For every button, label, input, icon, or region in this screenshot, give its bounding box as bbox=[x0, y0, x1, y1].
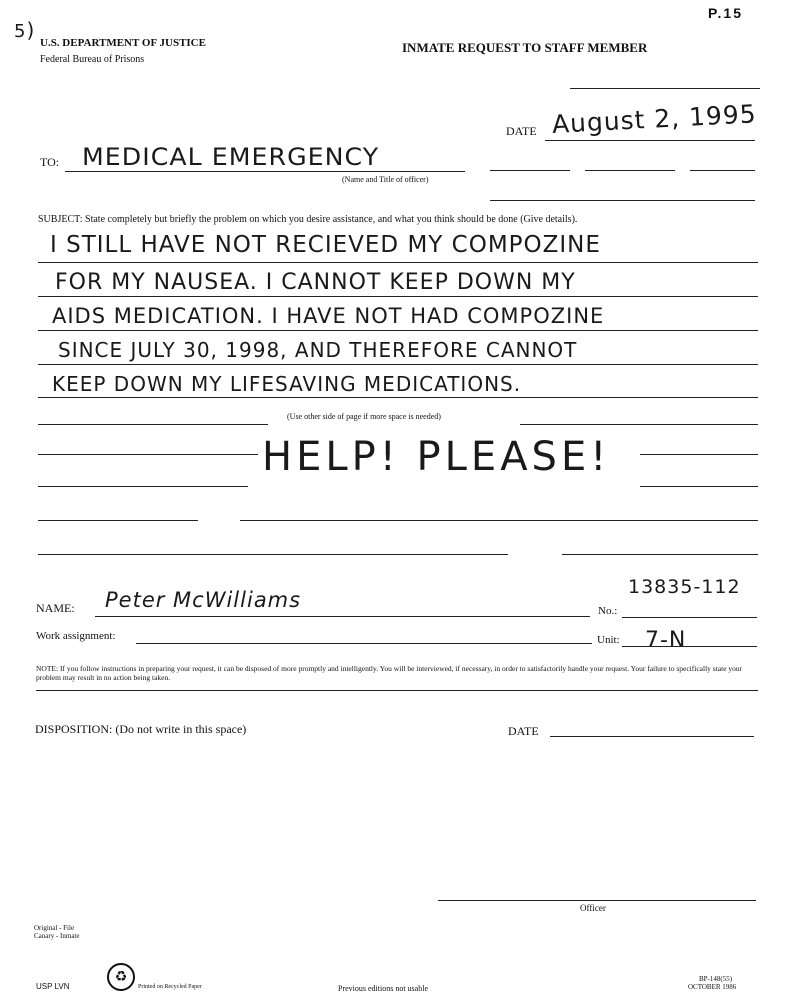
work-rule bbox=[136, 643, 592, 644]
number-value: 13835-112 bbox=[628, 576, 741, 598]
subject-line-2: FOR MY NAUSEA. I CANNOT KEEP DOWN MY bbox=[55, 270, 576, 295]
to-rule bbox=[65, 171, 465, 172]
form-date: OCTOBER 1986 bbox=[688, 983, 737, 991]
plea-text: HELP! PLEASE! bbox=[262, 434, 611, 480]
form-title: INMATE REQUEST TO STAFF MEMBER bbox=[402, 40, 648, 55]
date-rule-2 bbox=[490, 170, 570, 171]
copy-original: Original - File bbox=[34, 924, 75, 932]
instruction-note: NOTE: If you follow instructions in preparing your request, it can be disposed of more promptly and intelligently. You will be interviewed, if necessary, in order to satisfactorily handle your request. Your failure to specifically state your problem may result in no action being taken. bbox=[36, 664, 743, 682]
editions-note: Previous editions not usable bbox=[338, 984, 428, 993]
subject-rule-10 bbox=[38, 554, 508, 555]
note-rule bbox=[36, 690, 758, 691]
date-rule bbox=[545, 140, 755, 141]
to-value: MEDICAL EMERGENCY bbox=[82, 143, 380, 171]
disposition-date-label: DATE bbox=[508, 724, 539, 738]
subject-line-1: I STILL HAVE NOT RECIEVED MY COMPOZINE bbox=[50, 232, 601, 258]
unit-label: Unit: bbox=[597, 634, 620, 646]
subject-line-5: KEEP DOWN MY LIFESAVING MEDICATIONS. bbox=[52, 372, 522, 396]
disposition-date-rule bbox=[550, 736, 754, 737]
name-value: Peter McWilliams bbox=[105, 588, 302, 612]
page-number: P.15 bbox=[708, 5, 743, 21]
recycle-icon: ♻ bbox=[107, 963, 135, 991]
date-label: DATE bbox=[506, 124, 537, 138]
number-rule bbox=[622, 617, 757, 618]
header-rule bbox=[570, 88, 760, 89]
subject-rule-8b bbox=[640, 486, 758, 487]
subject-rule-5 bbox=[38, 397, 758, 398]
corner-mark: 5) bbox=[14, 18, 36, 42]
subject-rule-4 bbox=[38, 364, 758, 365]
name-label: NAME: bbox=[36, 601, 75, 615]
subject-line-4: SINCE JULY 30, 1998, AND THEREFORE CANNOT bbox=[58, 338, 578, 362]
subject-rule-7 bbox=[38, 454, 258, 455]
subject-rule-7b bbox=[640, 454, 758, 455]
subject-note: (Use other side of page if more space is needed) bbox=[287, 412, 441, 421]
name-rule bbox=[95, 616, 590, 617]
number-label: No.: bbox=[598, 605, 618, 617]
subject-rule-1 bbox=[38, 262, 758, 263]
subject-line-3: AIDS MEDICATION. I HAVE NOT HAD COMPOZINE bbox=[52, 304, 605, 328]
subject-rule-9 bbox=[38, 520, 198, 521]
subject-rule-9b bbox=[240, 520, 758, 521]
date-rule-4 bbox=[690, 170, 755, 171]
disposition-label: DISPOSITION: (Do not write in this space) bbox=[35, 722, 247, 736]
facility-code: USP LVN bbox=[36, 982, 70, 991]
date-value: August 2, 1995 bbox=[551, 99, 758, 139]
unit-value: 7-N bbox=[645, 628, 687, 653]
officer-rule bbox=[438, 900, 756, 901]
bureau-name: Federal Bureau of Prisons bbox=[40, 54, 145, 65]
subject-rule-3 bbox=[38, 330, 758, 331]
subject-rule-2 bbox=[38, 296, 758, 297]
copy-canary: Canary - Inmate bbox=[34, 932, 80, 940]
date-rule-5 bbox=[490, 200, 755, 201]
to-hint: (Name and Title of officer) bbox=[342, 175, 429, 184]
recycled-note: Printed on Recycled Paper bbox=[138, 984, 202, 990]
subject-rule-6 bbox=[38, 424, 268, 425]
agency-name: U.S. DEPARTMENT OF JUSTICE bbox=[40, 37, 206, 49]
to-label: TO: bbox=[40, 155, 60, 169]
unit-rule bbox=[622, 646, 757, 647]
subject-label: SUBJECT: State completely but briefly the problem on which you desire assistance, and what you think should be done (Give details). bbox=[38, 214, 578, 225]
subject-rule-8 bbox=[38, 486, 248, 487]
date-rule-3 bbox=[585, 170, 675, 171]
officer-label: Officer bbox=[580, 903, 606, 913]
work-label: Work assignment: bbox=[36, 630, 116, 642]
subject-rule-10b bbox=[562, 554, 758, 555]
form-number: BP-148(55) bbox=[699, 975, 733, 983]
subject-rule-6b bbox=[520, 424, 758, 425]
